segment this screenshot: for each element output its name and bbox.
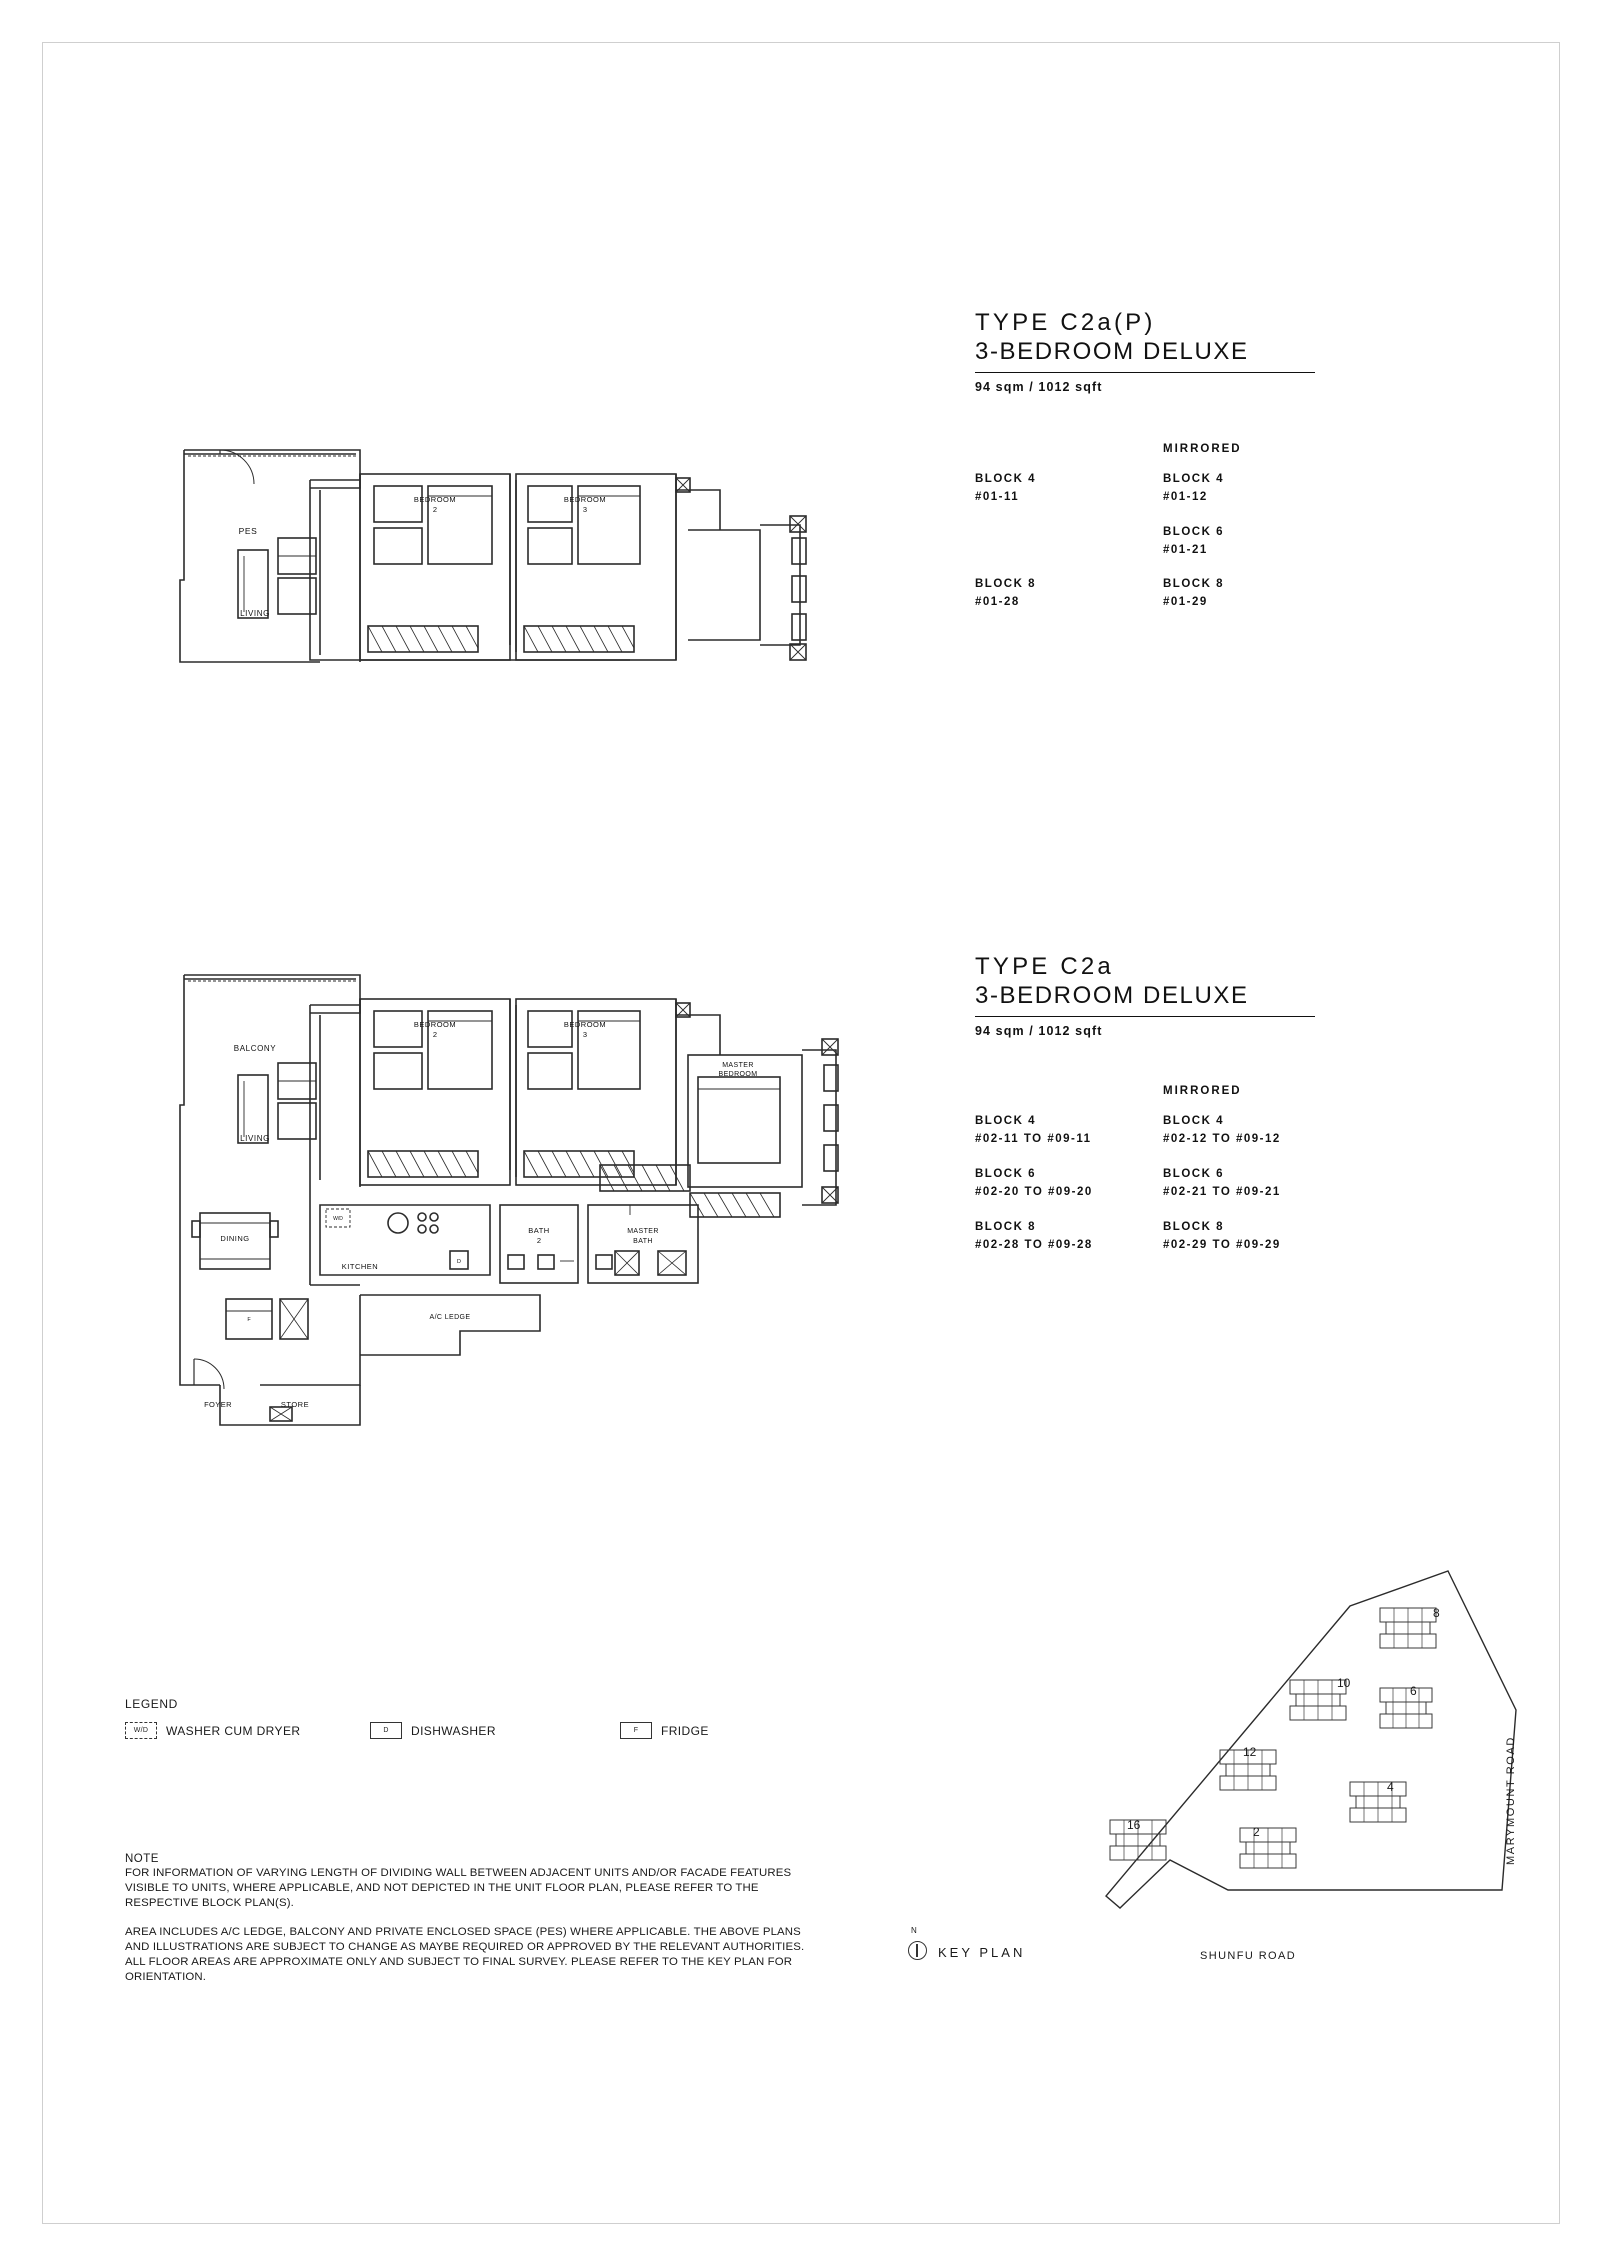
legend-item-washer (125, 1722, 300, 1739)
block-name: BLOCK 6 (1163, 526, 1224, 538)
key-plan-block-10: 10 (1337, 1676, 1351, 1690)
unit1-left-block-1 (975, 576, 1036, 612)
legend-item-dishwasher (370, 1722, 496, 1739)
block-name: BLOCK 6 (975, 1168, 1036, 1180)
key-plan-block-12: 12 (1243, 1745, 1257, 1759)
washer-dryer-icon (125, 1722, 157, 1739)
label-dw: D (457, 1259, 461, 1265)
unit2-right-block-2 (1163, 1219, 1281, 1255)
label-bath2: BATH (528, 1226, 550, 1235)
block-units: #02-21 TO #09-21 (1163, 1185, 1281, 1198)
unit1-title-block (975, 308, 1315, 394)
label-bedroom3: BEDROOM (563, 495, 607, 504)
unit2-left-block-1 (975, 1166, 1093, 1202)
unit1-right-block-2 (1163, 576, 1224, 612)
label-pes: PES (238, 526, 258, 536)
dishwasher-tag: D (383, 1727, 389, 1734)
washer-dryer-label: WASHER CUM DRYER (166, 1723, 301, 1738)
unit2-title-block (975, 952, 1315, 1038)
compass-icon (908, 1941, 927, 1960)
key-plan-block-4: 4 (1387, 1780, 1394, 1794)
unit1-subtitle: 3-BEDROOM DELUXE (975, 338, 1249, 366)
block-name: BLOCK 4 (1163, 473, 1224, 485)
unit2-left-block-0 (975, 1113, 1092, 1149)
label-bedroom2-num: 2 (432, 1030, 438, 1039)
key-plan-block-6: 6 (1410, 1684, 1417, 1698)
fridge-tag: F (633, 1727, 639, 1734)
label-bedroom3-num: 3 (582, 505, 588, 514)
unit1-area: 94 sqm / 1012 sqft (975, 379, 1103, 394)
block-units: #01-21 (1163, 543, 1208, 556)
block-units: #01-12 (1163, 490, 1208, 503)
block-units: #02-20 TO #09-20 (975, 1185, 1093, 1198)
unit1-title-rule (975, 372, 1315, 373)
label-living: LIVING (240, 1134, 270, 1143)
block-name: BLOCK 4 (975, 1115, 1036, 1127)
block-units: #01-28 (975, 595, 1020, 608)
block-units: #02-28 TO #09-28 (975, 1238, 1093, 1251)
dishwasher-icon (370, 1722, 402, 1739)
legend-item-fridge (620, 1722, 709, 1739)
key-plan-block-16: 16 (1127, 1818, 1141, 1832)
key-plan-block-8: 8 (1433, 1606, 1440, 1620)
dishwasher-label: DISHWASHER (411, 1723, 496, 1738)
unit1-mirrored-heading: MIRRORED (1163, 443, 1242, 455)
key-plan-title: KEY PLAN (938, 1945, 1026, 1960)
block-name: BLOCK 8 (975, 578, 1036, 590)
label-bedroom3: BEDROOM (563, 1020, 607, 1029)
label-dining: DINING (220, 1234, 250, 1243)
label-wd: W/D (333, 1216, 343, 1222)
block-units: #02-29 TO #09-29 (1163, 1238, 1281, 1251)
unit2-left-block-2 (975, 1219, 1093, 1255)
unit1-right-block-1 (1163, 524, 1224, 560)
label-master-bedroom-2: BEDROOM (718, 1071, 758, 1078)
label-bedroom2: BEDROOM (413, 495, 457, 504)
key-plan-road-shunfu: SHUNFU ROAD (1200, 1950, 1297, 1962)
label-store: STORE (280, 1400, 310, 1409)
block-units: #02-12 TO #09-12 (1163, 1132, 1281, 1145)
block-name: BLOCK 4 (1163, 1115, 1224, 1127)
label-master-bath-1: MASTER (627, 1228, 659, 1235)
block-name: BLOCK 4 (975, 473, 1036, 485)
label-bedroom2-num: 2 (432, 505, 438, 514)
label-master-bath-2: BATH (633, 1238, 653, 1245)
block-units: #02-11 TO #09-11 (975, 1132, 1092, 1145)
unit1-right-block-0 (1163, 471, 1224, 507)
unit1-type-label: TYPE C2a(P) (975, 309, 1156, 336)
label-bedroom3-num: 3 (582, 1030, 588, 1039)
key-plan-map (1050, 1560, 1530, 1965)
note-paragraph-2: AREA INCLUDES A/C LEDGE, BALCONY AND PRIVATE ENCLOSED SPACE (PES) WHERE APPLICABLE. THE ABOVE PLANS AND ILLUSTRATIONS ARE SUBJECT TO CHANGE AS MAYBE REQUIRED OR APPROVED BY THE RELEVANT AUTHORITIES. ALL FLOOR AREAS ARE APPROXIMATE ONLY AND SUBJECT TO FINAL SURVEY. PLEASE REFER TO THE KEY PLAN FOR ORIENTATION. (125, 1926, 805, 1984)
unit2-mirrored-heading: MIRRORED (1163, 1085, 1242, 1097)
legend-title: LEGEND (125, 1697, 178, 1711)
compass-north-label: N (911, 1926, 918, 1935)
note-title: NOTE (125, 1853, 159, 1865)
unit2-plan-svg (160, 955, 880, 1515)
note-paragraph-1: FOR INFORMATION OF VARYING LENGTH OF DIVIDING WALL BETWEEN ADJACENT UNITS AND/OR FACADE FEATURES VISIBLE TO UNITS, WHERE APPLICABLE, AND NOT DEPICTED IN THE UNIT FLOOR PLAN, PLEASE REFER TO THE RESPECTIVE BLOCK PLAN(S). (125, 1867, 792, 1910)
block-name: BLOCK 8 (975, 1221, 1036, 1233)
block-units: #01-11 (975, 490, 1020, 503)
label-bedroom2: BEDROOM (413, 1020, 457, 1029)
unit1-plan-svg (160, 430, 860, 730)
label-ac-ledge: A/C LEDGE (429, 1314, 471, 1321)
label-balcony: BALCONY (233, 1044, 277, 1053)
unit2-floor-plan (160, 955, 880, 1515)
block-name: BLOCK 8 (1163, 578, 1224, 590)
unit2-subtitle: 3-BEDROOM DELUXE (975, 982, 1249, 1010)
block-name: BLOCK 8 (1163, 1221, 1224, 1233)
label-foyer: FOYER (204, 1400, 232, 1409)
key-plan-block-2: 2 (1253, 1825, 1260, 1839)
unit2-right-block-1 (1163, 1166, 1281, 1202)
label-living: LIVING (240, 609, 270, 618)
label-master-bedroom-1: MASTER (722, 1062, 754, 1069)
unit2-area: 94 sqm / 1012 sqft (975, 1023, 1103, 1038)
label-bath2-num: 2 (536, 1236, 542, 1245)
unit2-type-label: TYPE C2a (975, 953, 1114, 980)
block-units: #01-29 (1163, 595, 1208, 608)
unit1-left-block-0 (975, 471, 1036, 507)
washer-dryer-tag: W/D (133, 1727, 149, 1734)
unit2-right-block-0 (1163, 1113, 1281, 1149)
unit2-title-rule (975, 1016, 1315, 1017)
unit1-floor-plan (160, 430, 860, 730)
block-name: BLOCK 6 (1163, 1168, 1224, 1180)
fridge-icon (620, 1722, 652, 1739)
fridge-label: FRIDGE (661, 1723, 709, 1738)
label-kitchen: KITCHEN (341, 1262, 379, 1271)
key-plan-svg (1050, 1560, 1530, 1960)
label-fridge-icon: F (247, 1317, 251, 1323)
key-plan-road-marymount: MARYMOUNT ROAD (1505, 1736, 1517, 1865)
